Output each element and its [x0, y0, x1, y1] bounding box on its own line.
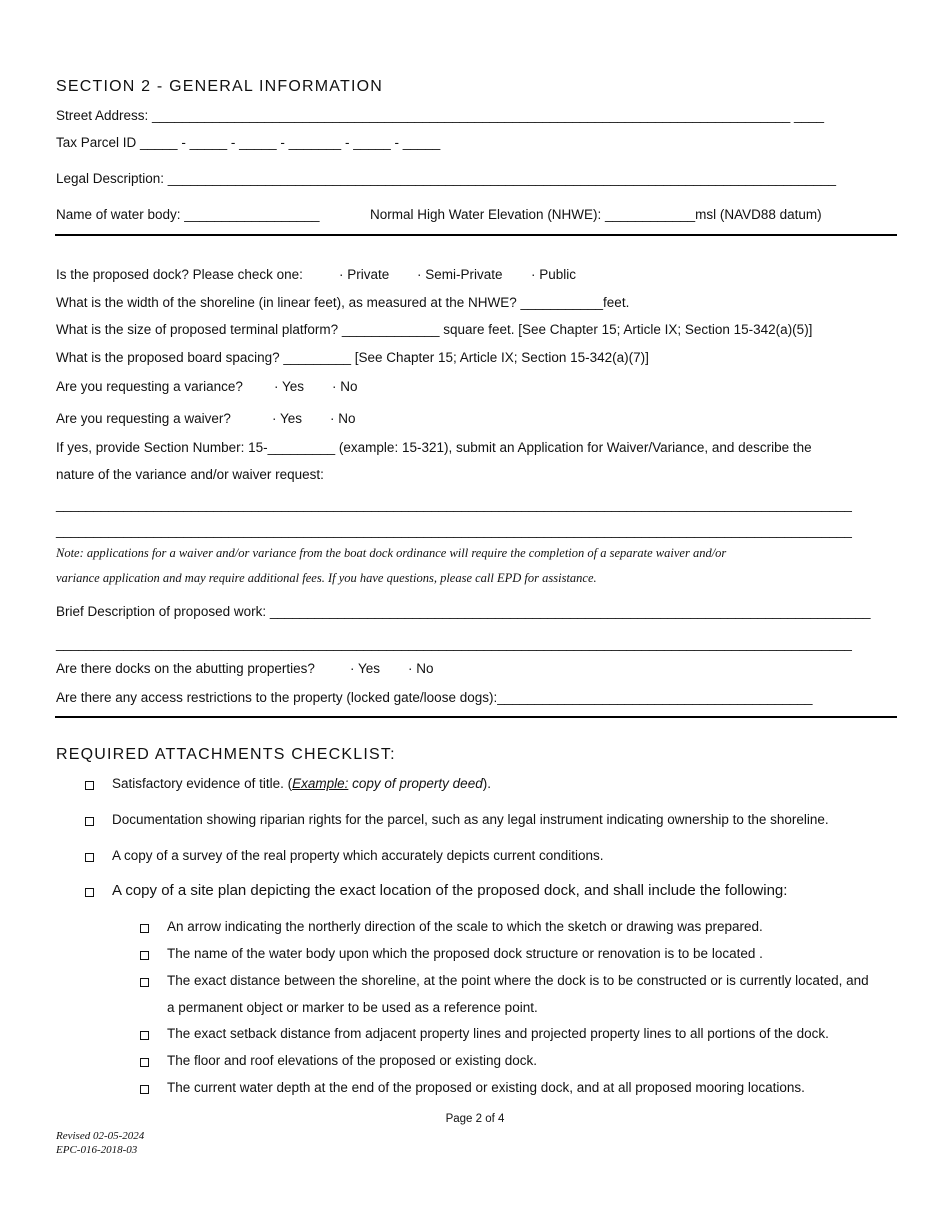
abutting-yes[interactable]: · Yes [350, 661, 381, 676]
variance-description-label: nature of the variance and/or waiver request: [56, 467, 324, 482]
variance-yes[interactable]: · Yes [274, 379, 305, 394]
subitem-shoreline-distance: The exact distance between the shoreline, at the point where the dock is to be constructed or is currently located, and [167, 973, 869, 988]
subitem-setback-distance: The exact setback distance from adjacent property lines and projected property lines to all portions of the dock. [167, 1026, 829, 1041]
checklist-item-title-evidence: Satisfactory evidence of title. (Example: copy of property deed). [112, 776, 491, 791]
subitem-north-arrow: An arrow indicating the northerly direction of the scale to which the sketch or drawing was prepared. [167, 919, 763, 934]
checkbox-riparian-rights[interactable] [85, 817, 94, 826]
checkbox-setback-distance[interactable] [140, 1031, 149, 1040]
checkbox-shoreline-distance[interactable] [140, 978, 149, 987]
nhwe-field[interactable]: Normal High Water Elevation (NHWE): ____________msl (NAVD88 datum) [370, 207, 822, 222]
revision-date: Revised 02-05-2024 [56, 1130, 145, 1142]
checklist-item-site-plan: A copy of a site plan depicting the exact location of the proposed dock, and shall include the following: [112, 882, 788, 899]
divider [55, 716, 897, 718]
checklist-title: REQUIRED ATTACHMENTS CHECKLIST: [56, 746, 396, 763]
checkbox-north-arrow[interactable] [140, 924, 149, 933]
legal-description-field[interactable]: Legal Description: _________________________________________________________________________________________ [56, 171, 837, 186]
water-body-field[interactable]: Name of water body: __________________ [56, 207, 320, 222]
variance-no[interactable]: · No [332, 379, 358, 394]
street-address-field[interactable]: Street Address: _____________________________________________________________________________________ ____ [56, 108, 825, 123]
section-number-field[interactable]: If yes, provide Section Number: 15-_________ (example: 15-321), submit an Application for Waiver/Variance, and describe the [56, 440, 812, 455]
dock-type-question: Is the proposed dock? Please check one: [56, 267, 303, 282]
checkbox-title-evidence[interactable] [85, 781, 94, 790]
abutting-docks-question: Are there docks on the abutting properties? [56, 661, 315, 676]
subitem-water-body-name: The name of the water body upon which the proposed dock structure or renovation is to be located . [167, 946, 763, 961]
option-semi-private[interactable]: · Semi-Private [417, 267, 503, 282]
page-number: Page 2 of 4 [445, 1113, 505, 1125]
waiver-yes[interactable]: · Yes [272, 411, 303, 426]
subitem-shoreline-distance-cont: a permanent object or marker to be used as a reference point. [167, 1000, 538, 1015]
brief-description-field[interactable]: Brief Description of proposed work: ________________________________________________________________________________ [56, 604, 871, 619]
checkbox-site-plan[interactable] [85, 888, 94, 897]
waiver-no[interactable]: · No [330, 411, 356, 426]
board-spacing-field[interactable]: What is the proposed board spacing? _________ [See Chapter 15; Article IX; Section 15-342(a)(7)] [56, 350, 649, 365]
variance-description-line[interactable]: __________________________________________________________________________________________________________ [56, 497, 852, 512]
tax-parcel-field[interactable]: Tax Parcel ID _____ - _____ - _____ - _______ - _____ - _____ [56, 135, 441, 150]
variance-description-line[interactable]: __________________________________________________________________________________________________________ [56, 523, 852, 538]
checkbox-water-body-name[interactable] [140, 951, 149, 960]
variance-question: Are you requesting a variance? [56, 379, 243, 394]
note-text: variance application and may require additional fees. If you have questions, please call EPD for assistance. [56, 571, 597, 585]
option-public[interactable]: · Public [531, 267, 577, 282]
checkbox-elevations[interactable] [140, 1058, 149, 1067]
option-private[interactable]: · Private [339, 267, 390, 282]
checkbox-water-depth[interactable] [140, 1085, 149, 1094]
checkbox-survey[interactable] [85, 853, 94, 862]
subitem-water-depth: The current water depth at the end of the proposed or existing dock, and at all proposed mooring locations. [167, 1080, 805, 1095]
shoreline-width-field[interactable]: What is the width of the shoreline (in linear feet), as measured at the NHWE? ___________feet. [56, 295, 630, 310]
checklist-item-riparian-rights: Documentation showing riparian rights for the parcel, such as any legal instrument indicating ownership to the shoreline. [112, 812, 829, 827]
note-text: Note: applications for a waiver and/or variance from the boat dock ordinance will require the completion of a separate waiver and/or [56, 546, 727, 560]
waiver-question: Are you requesting a waiver? [56, 411, 231, 426]
checklist-item-survey: A copy of a survey of the real property which accurately depicts current conditions. [112, 848, 604, 863]
access-restrictions-field[interactable]: Are there any access restrictions to the property (locked gate/loose dogs):__________________________________________ [56, 690, 813, 705]
abutting-no[interactable]: · No [408, 661, 434, 676]
subitem-elevations: The floor and roof elevations of the proposed or existing dock. [167, 1053, 537, 1068]
platform-size-field[interactable]: What is the size of proposed terminal platform? _____________ square feet. [See Chapter 15; Article IX; Section 15-342(a)(5)] [56, 322, 813, 337]
brief-description-line[interactable]: __________________________________________________________________________________________________________ [56, 636, 852, 651]
section-title: SECTION 2 - GENERAL INFORMATION [56, 78, 384, 95]
divider [55, 234, 897, 236]
form-number: EPC-016-2018-03 [56, 1144, 138, 1156]
